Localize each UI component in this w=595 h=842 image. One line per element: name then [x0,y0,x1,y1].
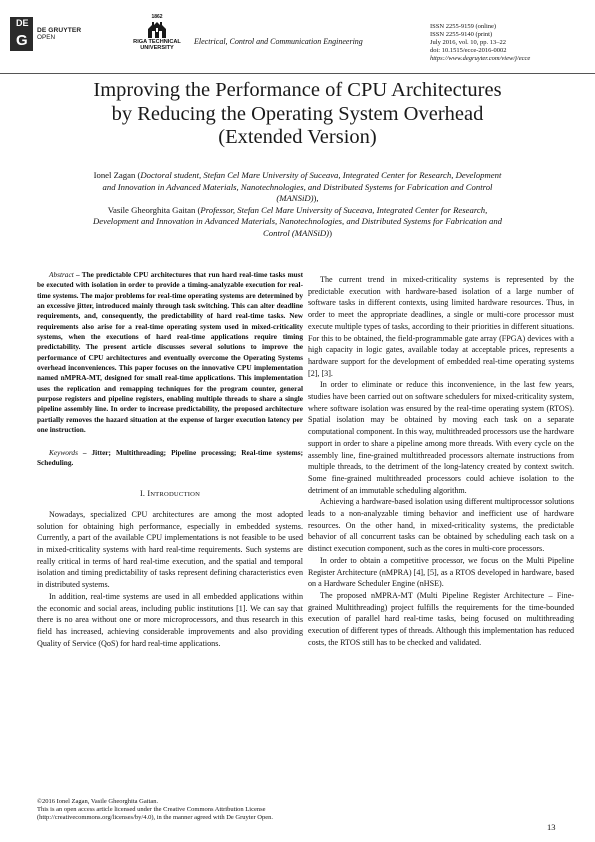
publisher-logo-top: DE [16,18,29,28]
university-name-2: UNIVERSITY [140,45,174,52]
keywords-label: Keywords [49,447,78,457]
university-logo [126,14,188,51]
author-1-affil-1: Doctoral student, Stefan Cel Mare University of Suceava, Integrated Center for Research, Development [140,170,502,180]
publisher-sub: OPEN [37,34,56,41]
publisher-name-block [37,27,81,41]
section-heading-introduction [37,488,303,501]
author-1-affil-2: and Innovation in Advanced Materials, Nanotechnologies, and Distributed Systems for Fabrication and Control [102,181,493,192]
license-line-1: This is an open access article licensed under the Creative Commons Attribution License [37,806,266,814]
doi: doi: 10.1515/ecce-2016-0002 [430,47,507,54]
publisher-logo-bottom: G [16,32,28,49]
section-title-initial: I [147,489,151,499]
author-2-affil-3: Control (MANSiD) [263,227,330,238]
university-crest-icon [146,20,168,39]
author-2-line-3 [24,228,571,240]
author-1-end: ), [313,193,319,204]
abstract-text: – The predictable CPU architectures that run hard real-time tasks must be executed with isolation in order to provide a timing-analyzable execution for real-time systems. The major problems for real-time operating systems are determined by an excessive jitter, introduced mainly through task switching. This can alter deadline requirements, and, consequently, the predictability of hard real-time tasks. New requirements also arise for a real-time operating system used in mixed-criticality systems, when the executions of hard real-time applications require timing predictability. The present article discusses several solutions to improve the performance of CPU architectures and eventually overcome the Operating Systems overhead inconveniences. This paper focuses on the innovative CPU implementation named nMPRA-MT, designed for small real-time applications. This implementation uses the replication and remapping techniques for the program counter, general purpose registers and pipeline registers, enabling multiple threads to share a single pipeline assembly line. In order to increase predictability, the proposed architecture partially removes the hazard situation at the expense of larger execution latency per one instruction. [37,270,303,435]
author-1-line-2 [24,182,571,194]
author-1-line-1 [24,170,571,182]
author-2-line-2 [24,216,571,228]
journal-url-link[interactable]: https://www.degruyter.com/view/j/ecce [430,55,531,62]
right-paragraph-4: In order to obtain a competitive processor, we focus on the Multi Pipeline Register Architecture (nMPRA) [4], [5], as a RTOS developed in hardware, based on a Hardware Scheduler Engine (nHSE). [308,555,574,589]
keywords-text: – Jitter; Multithreading; Pipeline processing; Real-time systems; Scheduling. [37,447,304,467]
publisher-name: DE GRUYTER [37,27,82,34]
license-line-2: (http://creativecommons.org/licenses/by/4.0), in the manner agreed with De Gruyter Open. [37,814,273,822]
left-paragraph-2: In addition, real-time systems are used in all embedded applications within the economic and social areas, including public institutions [1]. We can say that there is no area without one or more microprocessors, and thus research in this field has increased, achieving considerable improvements and also providing Quality of Service (QoS) for hard real-time applications. [37,591,303,648]
author-1-name: Ionel Zagan ( [93,170,141,180]
author-1-line-3 [24,193,571,205]
author-block [24,170,571,240]
title-line-1: Improving the Performance of CPU Architectures [93,79,502,101]
volume-info: July 2016, vol. 10, pp. 13–22 [430,39,507,46]
title-line-3: (Extended Version) [218,126,377,148]
abstract-label: Abstract [49,270,74,279]
copyright-line: ©2016 Ionel Zagan, Vasile Gheorghita Gaitan. [37,798,159,805]
left-paragraph-1: Nowadays, specialized CPU architectures are among the most adopted solution for obtaining high performance, especially in embedded systems. Currently, a part of the available CPU implementations is not feasible to be used in mixed-criticality systems with hard real-time requirements. Such systems are really critical in terms of hard real-time execution, and the spatial and temporal isolation and timing predictability of tasks represent defining characteristics even in distributed systems. [37,509,303,590]
author-2-end: ) [329,227,332,238]
author-2-affil-1: Professor, Stefan Cel Mare University of Suceava, Integrated Center for Research, [200,204,488,215]
section-number: I. [139,489,146,499]
page-number: 13 [547,822,556,832]
university-name-1: RIGA TECHNICAL [133,39,181,45]
right-paragraph-1: The current trend in mixed-criticality systems is represented by the predictable execution with hardware-based isolation of a large number of software tasks in different contexts, using limited hardware resources. Thus, in order to meet the appropriate deadlines, a single or multi-core processor must execute multiple types of tasks, according to their priorities in different situations. For this to be obtained, the field-programmable gate array (FPGA) devices with a high capacity in logic gates, available today at acceptable prices, represents a hardware support for the development of embedded real-time operating systems [2], [3]. [308,275,574,378]
keywords [37,448,303,469]
author-2-affil-2: Development and Innovation in Advanced Materials, Nanotechnologies, and Distributed Systems for Fabrication and [92,216,503,227]
abstract [37,270,303,436]
left-column [37,270,303,649]
publisher-logo [10,17,33,51]
university-year: 1862 [151,14,163,20]
issn-print: ISSN 2255-9140 (print) [430,31,493,38]
right-paragraph-3: Achieving a hardware-based isolation using different multiprocessor solutions leads to a non-analyzable timing behavior and inefficient use of hardware resources. On the other hand, in mixed-criticality systems, the predictable behavior of all concurrent tasks can be obtained by scheduling each task on a distinct execution component, such as the cores in multi-core processors. [308,497,574,554]
license-notice [37,798,457,823]
header-divider [0,73,595,74]
right-paragraph-2: In order to eliminate or reduce this inconvenience, in the last few years, studies have been carried out on software schedulers for mixed-criticality system, where software isolation was ensured by the real-time operating system (RTOS). Spatial isolation may be obtained by moving each task on a separate computational component. In this way, multithreaded processors use the hardware support in order to share a pipeline among more threads. With every cycle on the assembly line, fine-grained multithreaded processors alternate instructions from multiple threads, to the detriment of the long-latency created by context switch. Some fine-grained multithreaded processors could achieve isolation to the detriment of an immutable scheduling algorithm. [308,380,574,495]
section-title-rest: NTRODUCTION [150,491,201,499]
paper-title [30,79,565,150]
author-1-affil-3: (MANSiD) [276,193,314,204]
title-line-2: by Reducing the Operating System Overhead [111,102,484,125]
right-column [308,274,574,649]
right-paragraph-5: The proposed nMPRA-MT (Multi Pipeline Register Architecture – Fine-grained Multithreading) project fulfills the requirements for the time-bounded execution of parallel hard real-time tasks, being focused on multithreading execution of different types of threads. Although this implementation has reduced costs, the RTOS still has to be checked and validated. [308,590,574,647]
issn-online: ISSN 2255-9159 (online) [430,23,497,30]
issn-block [430,23,530,63]
author-2-name: Vasile Gheorghita Gaitan ( [107,204,201,215]
journal-title: Electrical, Control and Communication Engineering [194,37,363,46]
author-2-line-1 [24,205,571,217]
